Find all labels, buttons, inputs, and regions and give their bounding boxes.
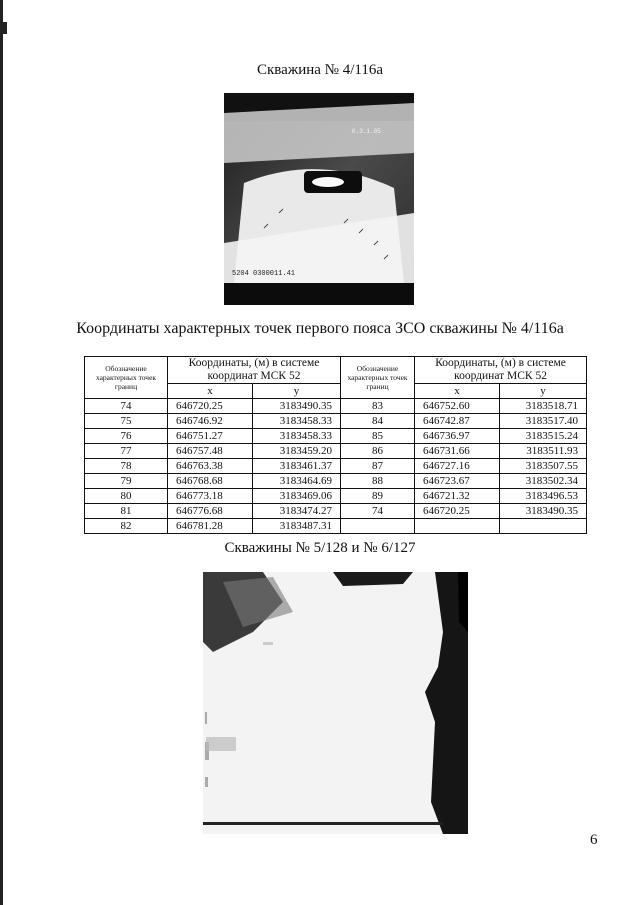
header-x: x — [168, 384, 253, 399]
header-x: x — [415, 384, 500, 399]
coord-x: 646781.28 — [168, 519, 253, 534]
coord-x: 646757.48 — [168, 444, 253, 459]
coord-y: 3183518.71 — [500, 399, 587, 414]
point-code: 84 — [341, 414, 415, 429]
table-row — [85, 444, 587, 459]
point-code: 80 — [85, 489, 168, 504]
coord-y: 3183507.55 — [500, 459, 587, 474]
point-code: 89 — [341, 489, 415, 504]
table-row — [85, 399, 587, 414]
point-code: 88 — [341, 474, 415, 489]
section-title-well-4-116a: Скважина № 4/116а — [257, 62, 383, 78]
well-photo-image — [224, 93, 414, 305]
point-code: 83 — [341, 399, 415, 414]
coord-y: 3183502.34 — [500, 474, 587, 489]
point-code: 74 — [341, 504, 415, 519]
coord-y: 3183490.35 — [500, 504, 587, 519]
photo-label: К.3.1.05 — [352, 128, 381, 135]
header-coordinates: Координаты, (м) в системе координат МСК 52 — [168, 357, 341, 384]
point-code: 74 — [85, 399, 168, 414]
table-row — [85, 414, 587, 429]
point-code: 75 — [85, 414, 168, 429]
coord-x: 646746.92 — [168, 414, 253, 429]
coord-y: 3183515.24 — [500, 429, 587, 444]
coord-y — [500, 519, 587, 534]
coord-y: 3183517.40 — [500, 414, 587, 429]
coord-y: 3183461.37 — [253, 459, 341, 474]
coord-x: 646721.32 — [415, 489, 500, 504]
table-row — [85, 429, 587, 444]
table-title: Координаты характерных точек первого пояса ЗСО скважины № 4/116а — [76, 320, 564, 337]
coordinates-table — [84, 356, 587, 534]
coord-y: 3183511.93 — [500, 444, 587, 459]
point-code: 85 — [341, 429, 415, 444]
header-y: y — [500, 384, 587, 399]
coord-x: 646742.87 — [415, 414, 500, 429]
well-photo-image — [203, 572, 468, 834]
point-code: 87 — [341, 459, 415, 474]
coord-x: 646731.66 — [415, 444, 500, 459]
point-code: 79 — [85, 474, 168, 489]
coord-x: 646763.38 — [168, 459, 253, 474]
table-row — [85, 519, 587, 534]
header-point-code: Обозначение характерных точек границ — [341, 357, 415, 399]
point-code: 77 — [85, 444, 168, 459]
point-code: 78 — [85, 459, 168, 474]
point-code: 76 — [85, 429, 168, 444]
header-coordinates: Координаты, (м) в системе координат МСК 52 — [415, 357, 587, 384]
coord-y: 3183496.53 — [500, 489, 587, 504]
coord-y: 3183469.06 — [253, 489, 341, 504]
scan-edge-mark — [0, 0, 3, 905]
coord-y: 3183459.20 — [253, 444, 341, 459]
coord-y: 3183458.33 — [253, 414, 341, 429]
coord-x: 646720.25 — [415, 504, 500, 519]
coord-x: 646773.18 — [168, 489, 253, 504]
header-y: y — [253, 384, 341, 399]
coord-x — [415, 519, 500, 534]
coord-y: 3183490.35 — [253, 399, 341, 414]
point-code: 86 — [341, 444, 415, 459]
table-row — [85, 504, 587, 519]
coord-x: 646776.68 — [168, 504, 253, 519]
coord-x: 646752.60 — [415, 399, 500, 414]
coord-x: 646720.25 — [168, 399, 253, 414]
section-title-wells-5-128-6-127: Скважины № 5/128 и № 6/127 — [224, 540, 416, 556]
point-code: 82 — [85, 519, 168, 534]
coord-y: 3183474.27 — [253, 504, 341, 519]
coord-y: 3183458.33 — [253, 429, 341, 444]
coord-y: 3183487.31 — [253, 519, 341, 534]
coord-x: 646723.67 — [415, 474, 500, 489]
coord-y: 3183464.69 — [253, 474, 341, 489]
table-row — [85, 459, 587, 474]
photo-stamp: 5204 0300011.41 — [232, 270, 296, 278]
scan-edge-mark — [0, 22, 7, 34]
coord-x: 646768.68 — [168, 474, 253, 489]
page-number: 6 — [590, 832, 598, 848]
point-code: 81 — [85, 504, 168, 519]
table-row — [85, 474, 587, 489]
coord-x: 646736.97 — [415, 429, 500, 444]
coord-x: 646751.27 — [168, 429, 253, 444]
table-header-row — [85, 357, 587, 384]
point-code — [341, 519, 415, 534]
well-photo-5-128-6-127 — [203, 572, 468, 834]
header-point-code: Обозначение характерных точек границ — [85, 357, 168, 399]
table-row — [85, 489, 587, 504]
well-photo-4-116a — [224, 93, 414, 305]
coord-x: 646727.16 — [415, 459, 500, 474]
